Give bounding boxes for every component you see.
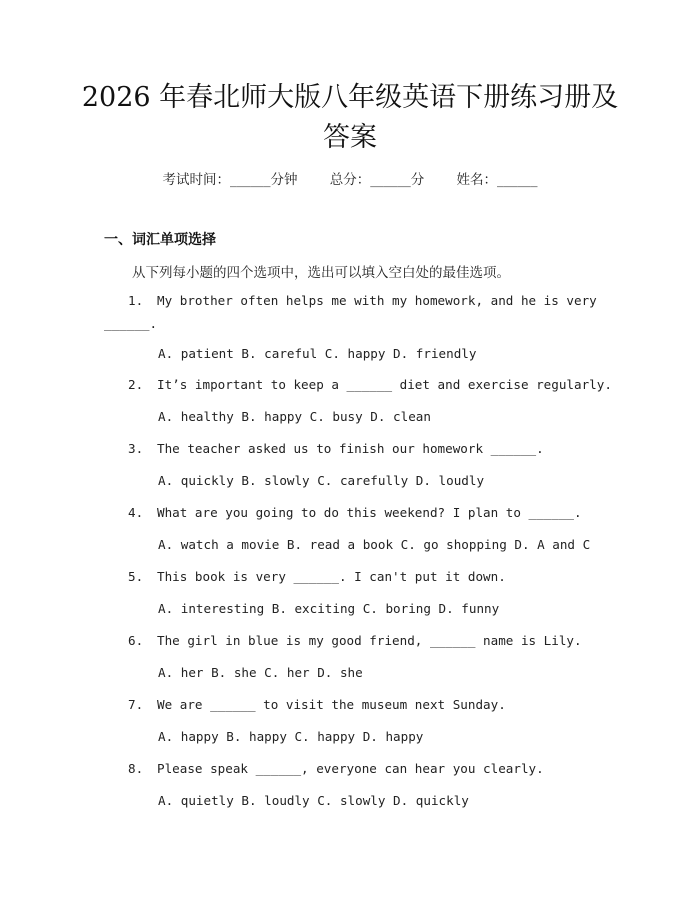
question-2-options: A. healthy B. happy C. busy D. clean (158, 409, 431, 424)
student-name: 姓名：______ (456, 172, 538, 188)
question-5-options: A. interesting B. exciting C. boring D. funny (158, 601, 500, 616)
question-7 (128, 697, 506, 712)
question-text: This book is very ______. I can't put it down. (157, 569, 506, 584)
exam-meta (0, 168, 700, 188)
question-3 (128, 441, 544, 456)
question-8-options: A. quietly B. loudly C. slowly D. quickly (158, 793, 469, 808)
question-text: We are ______ to visit the museum next Sunday. (157, 697, 506, 712)
question-6 (128, 633, 582, 648)
question-6-options: A. her B. she C. her D. she (158, 665, 363, 680)
question-number: 7. (128, 697, 144, 712)
question-text: The girl in blue is my good friend, ______ name is Lily. (157, 633, 582, 648)
question-4-options: A. watch a movie B. read a book C. go shopping D. A and C (158, 537, 591, 552)
question-1-continuation: ______. (104, 316, 158, 331)
question-1-options: A. patient B. careful C. happy D. friendly (158, 346, 477, 361)
question-3-options: A. quickly B. slowly C. carefully D. loudly (158, 473, 485, 488)
question-2 (128, 377, 612, 392)
section-title: 一、词汇单项选择 (104, 232, 216, 248)
question-7-options: A. happy B. happy C. happy D. happy (158, 729, 424, 744)
question-number: 3. (128, 441, 144, 456)
question-text: The teacher asked us to finish our homework ______. (157, 441, 544, 456)
exam-time: 考试时间：______分钟 (162, 172, 298, 188)
question-4 (128, 505, 582, 520)
question-8 (128, 761, 544, 776)
question-number: 6. (128, 633, 144, 648)
question-text: It’s important to keep a ______ diet and exercise regularly. (157, 377, 612, 392)
question-5 (128, 569, 506, 584)
question-number: 2. (128, 377, 144, 392)
question-number: 5. (128, 569, 144, 584)
document-title: 2026 年春北师大版八年级英语下册练习册及答案 (81, 82, 619, 153)
question-1 (128, 293, 597, 308)
question-number: 4. (128, 505, 144, 520)
exam-score: 总分：______分 (329, 172, 425, 188)
question-text: What are you going to do this weekend? I plan to ______. (157, 505, 582, 520)
section-instructions: 从下列每小题的四个选项中，选出可以填入空白处的最佳选项。 (132, 265, 510, 281)
question-text: My brother often helps me with my homework, and he is very (157, 293, 597, 308)
question-number: 8. (128, 761, 144, 776)
question-text: Please speak ______, everyone can hear you clearly. (157, 761, 544, 776)
question-number: 1. (128, 293, 144, 308)
